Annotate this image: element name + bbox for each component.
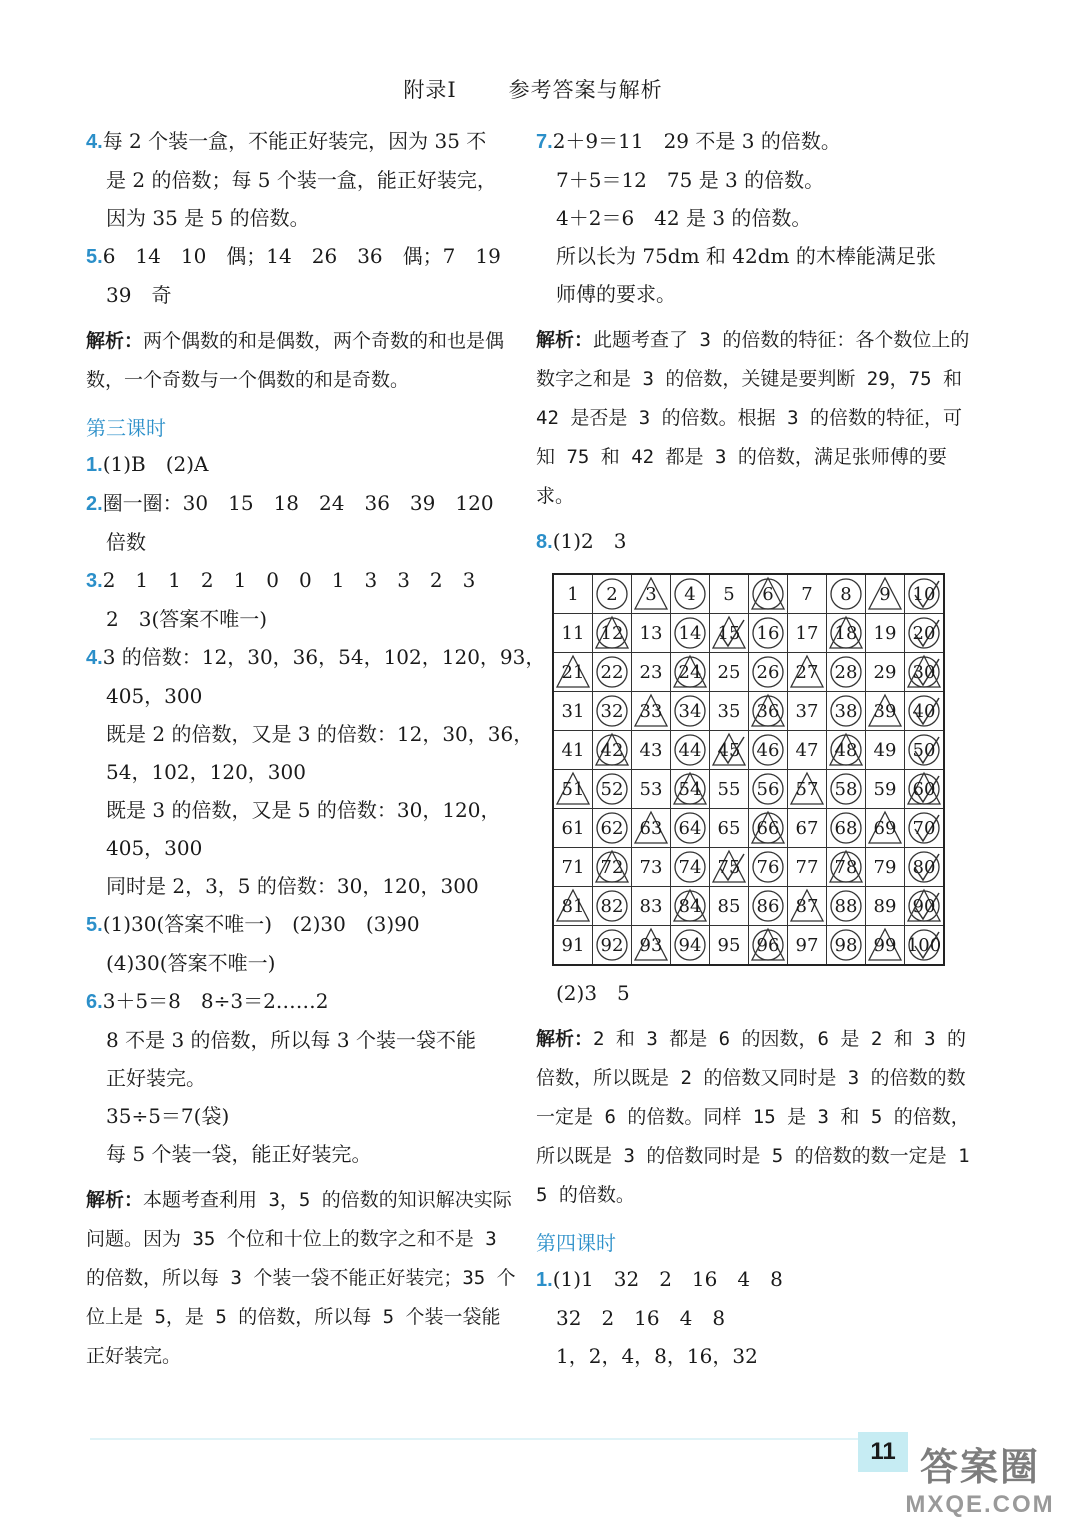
- cell-number: 19: [873, 622, 897, 644]
- grid-row: [553, 848, 944, 887]
- analysis-block: 解析：2 和 3 都是 6 的因数，6 是 2 和 3 的倍数，所以既是 2 的倍数又同时是 3 的倍数的数一定是 6 的倍数。同样 15 是 3 和 5 的倍数，所以既是 3 的倍数同时是 5 的倍数的数一定是 15 的倍数。: [536, 1028, 970, 1206]
- grid-cell: [593, 770, 632, 809]
- cell-number: 9: [879, 583, 891, 605]
- grid-cell: [671, 574, 710, 614]
- grid-cell: [671, 692, 710, 731]
- grid-row: [553, 692, 944, 731]
- section-title-lesson4: 第四课时: [536, 1233, 616, 1255]
- answer-4-1: 1.(1)1 32 2 16 4 8 32 2 16 4 8 1，2，4，8，16，32: [536, 1267, 783, 1368]
- grid-cell: [749, 926, 788, 966]
- grid-cell: [710, 848, 749, 887]
- cell-number: 54: [678, 778, 702, 800]
- grid-cell: [788, 848, 827, 887]
- cell-number: 10: [912, 583, 936, 605]
- grid-cell: [866, 926, 905, 966]
- cell-number: 63: [639, 817, 663, 839]
- cell-number: 7: [801, 583, 813, 605]
- cell-number: 74: [678, 856, 702, 878]
- watermark: 答案圈 MXQE.COM: [905, 1447, 1055, 1518]
- grid-cell: [632, 653, 671, 692]
- question-number: 4.: [86, 131, 103, 153]
- cell-number: 82: [600, 895, 624, 917]
- cell-number: 46: [756, 739, 780, 761]
- grid-cell: [632, 926, 671, 966]
- cell-number: 89: [873, 895, 897, 917]
- grid-cell: [827, 653, 866, 692]
- grid-cell: [788, 614, 827, 653]
- right-column: [536, 122, 976, 1375]
- cell-number: 12: [600, 622, 624, 644]
- cell-number: 76: [756, 856, 780, 878]
- grid-cell: [632, 731, 671, 770]
- cell-number: 48: [834, 739, 858, 761]
- cell-number: 26: [756, 661, 780, 683]
- grid-cell: [671, 887, 710, 926]
- grid-cell: [671, 770, 710, 809]
- grid-cell: [710, 770, 749, 809]
- cell-number: 69: [873, 817, 897, 839]
- cell-number: 4: [684, 583, 696, 605]
- cell-number: 79: [873, 856, 897, 878]
- grid-cell: [905, 848, 945, 887]
- cell-number: 61: [561, 817, 585, 839]
- grid-cell: [553, 574, 593, 614]
- cell-number: 58: [834, 778, 858, 800]
- cell-number: 62: [600, 817, 624, 839]
- header-appendix: 附录Ⅰ: [403, 78, 457, 102]
- cell-number: 3: [645, 583, 657, 605]
- cell-number: 90: [912, 895, 936, 917]
- cell-number: 71: [561, 856, 585, 878]
- grid-cell: [632, 809, 671, 848]
- grid-cell: [866, 692, 905, 731]
- grid-cell: [827, 770, 866, 809]
- grid-cell: [866, 731, 905, 770]
- grid-cell: [788, 887, 827, 926]
- grid-cell: [905, 926, 945, 966]
- grid-cell: [593, 809, 632, 848]
- grid-cell: [866, 770, 905, 809]
- grid-cell: [671, 848, 710, 887]
- answer-3-3: 3.2 1 1 2 1 0 0 1 3 3 2 3 2 3(答案不唯一): [86, 568, 476, 631]
- grid-cell: [553, 731, 593, 770]
- grid-cell: [553, 887, 593, 926]
- answer-5: 5.6 14 10 偶；14 26 36 偶；7 19 39 奇: [86, 244, 501, 307]
- cell-number: 44: [678, 739, 702, 761]
- grid-cell: [553, 848, 593, 887]
- grid-cell: [671, 926, 710, 966]
- answer-8-part1: 8.(1)2 3: [536, 529, 627, 553]
- grid-cell: [593, 653, 632, 692]
- grid-cell: [553, 692, 593, 731]
- answer-3-1: 1.(1)B (2)A: [86, 452, 209, 476]
- grid-row: [553, 926, 944, 966]
- grid-cell: [827, 926, 866, 966]
- cell-number: 29: [873, 661, 897, 683]
- cell-number: 77: [795, 856, 819, 878]
- grid-cell: [749, 614, 788, 653]
- cell-number: 20: [912, 622, 936, 644]
- cell-number: 8: [840, 583, 852, 605]
- cell-number: 52: [600, 778, 624, 800]
- grid-cell: [710, 653, 749, 692]
- analysis-block: 解析：此题考查了 3 的倍数的特征：各个数位上的数字之和是 3 的倍数，关键是要判断 29，75 和 42 是否是 3 的倍数。根据 3 的倍数的特征，可知 75 和 42 都是 3 的倍数，满足张师傅的要求。: [536, 329, 970, 507]
- grid-row: [553, 653, 944, 692]
- cell-number: 86: [756, 895, 780, 917]
- grid-cell: [788, 653, 827, 692]
- cell-number: 30: [912, 661, 936, 683]
- cell-number: 57: [795, 778, 819, 800]
- grid-cell: [905, 887, 945, 926]
- grid-cell: [593, 692, 632, 731]
- grid-row: [553, 809, 944, 848]
- cell-number: 50: [912, 739, 936, 761]
- cell-number: 18: [834, 622, 858, 644]
- cell-number: 23: [639, 661, 663, 683]
- grid-cell: [866, 809, 905, 848]
- grid-cell: [866, 574, 905, 614]
- cell-number: 11: [561, 622, 585, 644]
- grid-cell: [671, 614, 710, 653]
- footer-divider: [90, 1438, 858, 1440]
- cell-number: 41: [561, 739, 585, 761]
- cell-number: 24: [678, 661, 702, 683]
- header-title: 参考答案与解析: [508, 78, 663, 102]
- grid-cell: [749, 848, 788, 887]
- grid-cell: [632, 770, 671, 809]
- section-title-lesson3: 第三课时: [86, 418, 166, 440]
- cell-number: 65: [717, 817, 741, 839]
- grid-cell: [905, 809, 945, 848]
- grid-row: [553, 887, 944, 926]
- grid-cell: [671, 809, 710, 848]
- grid-cell: [553, 653, 593, 692]
- grid-cell: [749, 887, 788, 926]
- cell-number: 2: [606, 583, 618, 605]
- cell-number: 17: [795, 622, 819, 644]
- cell-number: 78: [834, 856, 858, 878]
- answer-4: 4.每 2 个装一盒，不能正好装完，因为 35 不 是 2 的倍数；每 5 个装一盒，能正好装完， 因为 35 是 5 的倍数。: [86, 129, 497, 230]
- cell-number: 95: [717, 934, 741, 956]
- grid-cell: [866, 614, 905, 653]
- grid-cell: [749, 809, 788, 848]
- cell-number: 47: [795, 739, 819, 761]
- cell-number: 73: [639, 856, 663, 878]
- cell-number: 53: [639, 778, 663, 800]
- page-number: 11: [858, 1432, 908, 1472]
- cell-number: 36: [756, 700, 780, 722]
- hundred-grid: [552, 573, 945, 966]
- cell-number: 16: [756, 622, 780, 644]
- grid-cell: [593, 887, 632, 926]
- cell-number: 43: [639, 739, 663, 761]
- grid-cell: [905, 614, 945, 653]
- grid-cell: [553, 926, 593, 966]
- grid-cell: [827, 887, 866, 926]
- cell-number: 56: [756, 778, 780, 800]
- grid-cell: [671, 653, 710, 692]
- grid-cell: [905, 770, 945, 809]
- cell-number: 37: [795, 700, 819, 722]
- grid-cell: [788, 574, 827, 614]
- cell-number: 88: [834, 895, 858, 917]
- analysis-block: 解析：两个偶数的和是偶数，两个奇数的和也是偶数，一个奇数与一个偶数的和是奇数。: [86, 330, 505, 391]
- grid-cell: [749, 574, 788, 614]
- grid-cell: [788, 731, 827, 770]
- grid-cell: [710, 574, 749, 614]
- grid-cell: [710, 692, 749, 731]
- cell-number: 66: [756, 817, 780, 839]
- grid-row: [553, 574, 944, 614]
- grid-cell: [710, 731, 749, 770]
- cell-number: 51: [561, 778, 585, 800]
- answer-7: 7.2＋9＝11 29 不是 3 的倍数。 7＋5＝12 75 是 3 的倍数。 4＋2＝6 42 是 3 的倍数。 所以长为 75dm 和 42dm 的木棒能满足张 师傅的要求。: [536, 129, 936, 306]
- cell-number: 68: [834, 817, 858, 839]
- grid-cell: [593, 574, 632, 614]
- cell-number: 13: [639, 622, 663, 644]
- grid-cell: [710, 809, 749, 848]
- cell-number: 38: [834, 700, 858, 722]
- cell-number: 64: [678, 817, 702, 839]
- grid-cell: [710, 887, 749, 926]
- cell-number: 32: [600, 700, 624, 722]
- grid-cell: [632, 574, 671, 614]
- cell-number: 27: [795, 661, 819, 683]
- cell-number: 1: [567, 583, 579, 605]
- cell-number: 91: [561, 934, 585, 956]
- grid-cell: [905, 653, 945, 692]
- grid-cell: [827, 809, 866, 848]
- cell-number: 81: [561, 895, 585, 917]
- grid-row: [553, 614, 944, 653]
- grid-cell: [788, 926, 827, 966]
- grid-cell: [632, 692, 671, 731]
- grid-cell: [905, 731, 945, 770]
- cell-number: 45: [717, 739, 741, 761]
- cell-number: 85: [717, 895, 741, 917]
- cell-number: 80: [912, 856, 936, 878]
- cell-number: 5: [723, 583, 735, 605]
- cell-number: 67: [795, 817, 819, 839]
- grid-cell: [553, 614, 593, 653]
- cell-number: 21: [561, 661, 585, 683]
- cell-number: 70: [912, 817, 936, 839]
- answer-3-6: 6.3＋5＝8 8÷3＝2……2 8 不是 3 的倍数，所以每 3 个装一袋不能 正好装完。 35÷5＝7(袋) 每 5 个装一袋，能正好装完。: [86, 989, 476, 1166]
- cell-number: 31: [561, 700, 585, 722]
- cell-number: 75: [717, 856, 741, 878]
- grid-cell: [827, 692, 866, 731]
- cell-number: 83: [639, 895, 663, 917]
- grid-cell: [710, 614, 749, 653]
- cell-number: 97: [795, 934, 819, 956]
- cell-number: 6: [762, 583, 774, 605]
- grid-cell: [866, 887, 905, 926]
- grid-cell: [788, 770, 827, 809]
- grid-cell: [710, 926, 749, 966]
- cell-number: 25: [717, 661, 741, 683]
- cell-number: 35: [717, 700, 741, 722]
- cell-number: 93: [639, 934, 663, 956]
- grid-cell: [553, 770, 593, 809]
- cell-number: 98: [834, 934, 858, 956]
- cell-number: 42: [600, 739, 624, 761]
- grid-cell: [593, 926, 632, 966]
- answer-3-4: 4.3 的倍数：12，30，36，54，102，120，93， 405，300 既是 2 的倍数，又是 3 的倍数：12，30，36， 54，102，120，300 既是 3 的倍数，又是 5 的倍数：30，120， 405，300 同时是 2，3，5 的倍数：30，120，300: [86, 645, 546, 898]
- cell-number: 59: [873, 778, 897, 800]
- grid-row: [553, 731, 944, 770]
- cell-number: 33: [639, 700, 663, 722]
- cell-number: 28: [834, 661, 858, 683]
- cell-number: 96: [756, 934, 780, 956]
- cell-number: 87: [795, 895, 819, 917]
- cell-number: 15: [717, 622, 741, 644]
- grid-cell: [905, 574, 945, 614]
- answer-3-5: 5.(1)30(答案不唯一) (2)30 (3)90 (4)30(答案不唯一): [86, 912, 420, 975]
- grid-cell: [827, 731, 866, 770]
- cell-number: 39: [873, 700, 897, 722]
- grid-cell: [749, 653, 788, 692]
- cell-number: 40: [912, 700, 936, 722]
- cell-number: 60: [912, 778, 936, 800]
- cell-number: 92: [600, 934, 624, 956]
- grid-cell: [749, 770, 788, 809]
- grid-cell: [632, 848, 671, 887]
- grid-cell: [866, 848, 905, 887]
- page-header: [0, 74, 1066, 104]
- cell-number: 14: [678, 622, 702, 644]
- grid-cell: [671, 731, 710, 770]
- grid-cell: [866, 653, 905, 692]
- cell-number: 34: [678, 700, 702, 722]
- cell-number: 72: [600, 856, 624, 878]
- grid-cell: [593, 848, 632, 887]
- cell-number: 100: [906, 934, 942, 956]
- cell-number: 99: [873, 934, 897, 956]
- answer-3-2: 2.圈一圈：30 15 18 24 36 39 120 倍数: [86, 491, 494, 554]
- grid-cell: [749, 731, 788, 770]
- grid-cell: [788, 692, 827, 731]
- left-column: [86, 122, 546, 1382]
- answer-8-part2: (2)3 5: [556, 981, 630, 1005]
- cell-number: 49: [873, 739, 897, 761]
- grid-cell: [827, 848, 866, 887]
- question-number: 5.: [86, 246, 103, 268]
- cell-number: 55: [717, 778, 741, 800]
- grid-cell: [632, 887, 671, 926]
- cell-number: 22: [600, 661, 624, 683]
- grid-cell: [827, 574, 866, 614]
- grid-cell: [827, 614, 866, 653]
- grid-cell: [553, 809, 593, 848]
- analysis-block: 解析：本题考查利用 3，5 的倍数的知识解决实际问题。因为 35 个位和十位上的数字之和不是 3 的倍数，所以每 3 个装一袋不能正好装完；35 个位上是 5，是 5 的倍数，所以每 5 个装一袋能正好装完。: [86, 1189, 516, 1367]
- cell-number: 94: [678, 934, 702, 956]
- cell-number: 84: [678, 895, 702, 917]
- grid-cell: [749, 692, 788, 731]
- grid-cell: [593, 731, 632, 770]
- grid-cell: [632, 614, 671, 653]
- grid-cell: [905, 692, 945, 731]
- grid-row: [553, 770, 944, 809]
- grid-cell: [593, 614, 632, 653]
- grid-cell: [788, 809, 827, 848]
